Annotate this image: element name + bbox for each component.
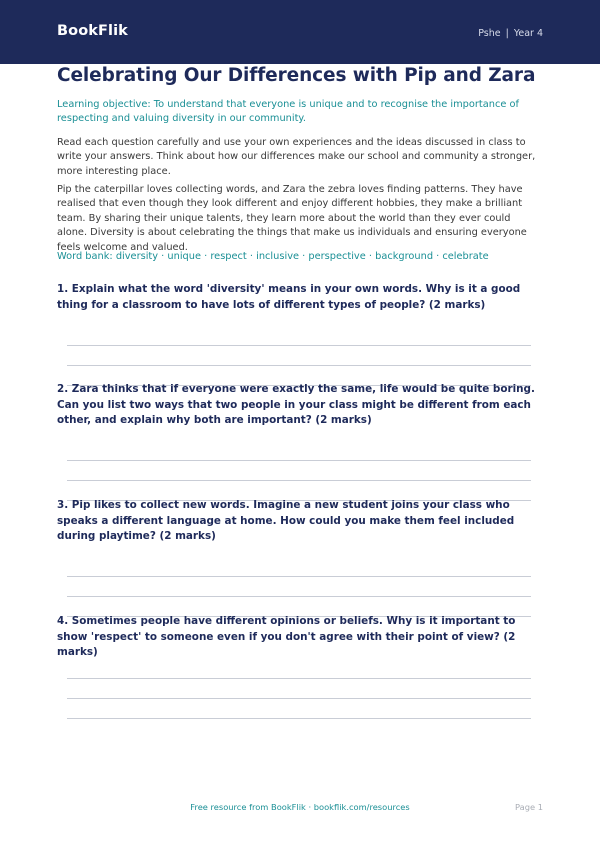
instructions-paragraph: Read each question carefully and use your own experiences and the ideas discussed in class to write your answers. Think about how our differences make our school and community a stronger, more interesting place. bbox=[57, 137, 536, 177]
word-bank: Word bank: diversity · unique · respect · inclusive · perspective · background · celebrate bbox=[57, 251, 489, 262]
answer-line[interactable] bbox=[67, 576, 531, 577]
page-title: Celebrating Our Differences with Pip and Zara bbox=[57, 65, 536, 86]
question-1: 1. Explain what the word 'diversity' means in your own words. Why is it a good thing for a classroom to have lots of different types of people? (2 marks) bbox=[57, 283, 521, 311]
story-paragraph: Pip the caterpillar loves collecting words, and Zara the zebra loves finding patterns. They have realised that even though they look different and enjoy different hobbies, they make a brilliant team. By sharing their unique talents, they learn more about the world than they ever could alone. Diversity is about celebrating the things that make us individuals and ensuring everyone feels welcome and valued. bbox=[57, 184, 527, 253]
question-4: 4. Sometimes people have different opinions or beliefs. Why is it important to show 'respect' to someone even if you don't agree with their point of view? (2 marks) bbox=[57, 615, 516, 658]
subject-label: Pshe bbox=[478, 28, 501, 39]
answer-line[interactable] bbox=[67, 460, 531, 461]
answer-line[interactable] bbox=[67, 345, 531, 346]
header-meta bbox=[478, 28, 543, 39]
meta-separator: | bbox=[505, 28, 509, 39]
brand-logo-text: BookFlik bbox=[57, 23, 128, 39]
learning-objective: Learning objective: To understand that everyone is unique and to recognise the importance of respecting and valuing diversity in our community. bbox=[57, 99, 519, 125]
answer-line[interactable] bbox=[67, 698, 531, 699]
question-3: 3. Pip likes to collect new words. Imagine a new student joins your class who speaks a different language at home. How could you make them feel included during playtime? (2 marks) bbox=[57, 499, 515, 542]
question-2: 2. Zara thinks that if everyone were exactly the same, life would be quite boring. Can you list two ways that two people in your class might be different from each other, and explain why both are important? (2 marks) bbox=[57, 383, 535, 426]
answer-line[interactable] bbox=[67, 718, 531, 719]
answer-line[interactable] bbox=[67, 480, 531, 481]
answer-line[interactable] bbox=[67, 596, 531, 597]
page-number: Page 1 bbox=[514, 802, 543, 812]
footer-resource-link[interactable]: Free resource from BookFlik · bookflik.com/resources bbox=[190, 802, 410, 812]
header-bar bbox=[0, 0, 600, 64]
year-label: Year 4 bbox=[513, 28, 543, 39]
answer-line[interactable] bbox=[67, 678, 531, 679]
answer-line[interactable] bbox=[67, 365, 531, 366]
